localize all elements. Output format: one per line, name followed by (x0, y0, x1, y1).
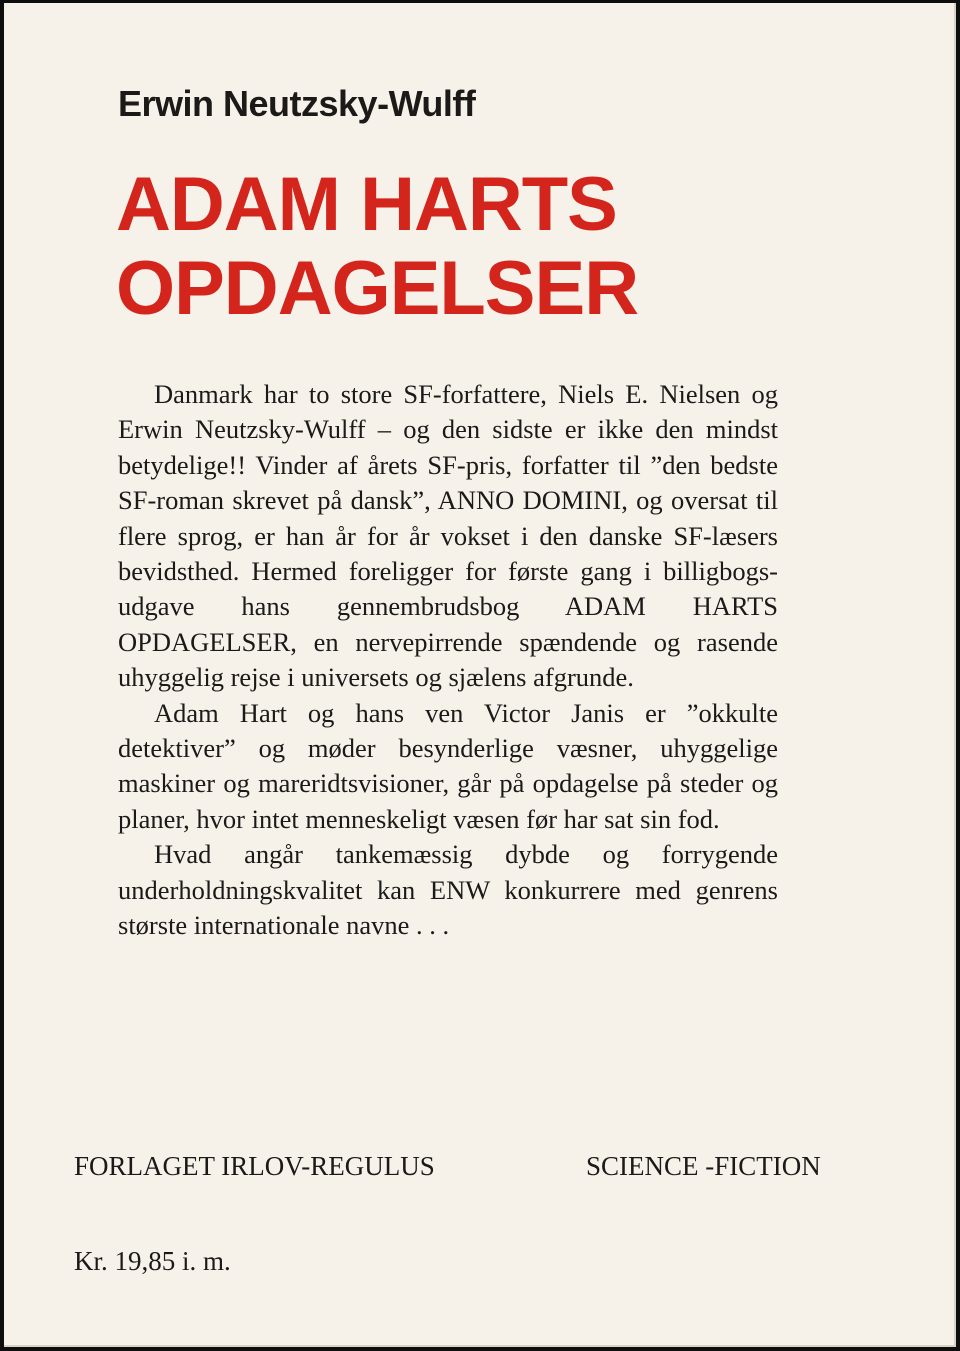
book-title (116, 163, 638, 331)
book-back-cover (4, 3, 956, 1347)
genre-label: SCIENCE -FICTION (586, 1151, 821, 1181)
publisher-name: FORLAGET IRLOV-REGULUS (74, 1151, 435, 1181)
blurb-paragraph-1: Danmark har to store SF-forfattere, Niels E. Nielsen og Erwin Neutzsky-Wulff – og den sidste er ikke den mindst betydelige!! Vinder af årets SF-pris, forfatter til ”den bedste SF-roman skrevet på dansk”, ANNO DOMINI, og oversat til flere sprog, er han år for år vokset i den danske SF-læsers bevidsthed. Hermed foreligger for første gang i billigbogs-udgave hans gennembrudsbog ADAM HARTS OPDAGELSER, en nervepirrende spændende og rasende uhyggelig rejse i universets og sjælens afgrunde. (118, 379, 778, 693)
blurb-paragraph-2: Adam Hart og hans ven Victor Janis er ”okkulte detektiver” og møder besynderlige væsner, uhyggelige maskiner og mareridtsvisioner, går på opdagelse på steder og planer, hvor intet menneskeligt væsen før har sat sin fod. (118, 697, 778, 834)
author-name: Erwin Neutzsky-Wulff (118, 83, 476, 124)
blurb-paragraph-3: Hvad angår tankemæssig dybde og forrygende underholdningskvalitet kan ENW konkurrere med genrens største internationale navne . . . (118, 839, 778, 941)
blurb-text (118, 377, 778, 944)
book-title-line-2: OPDAGELSER (116, 246, 639, 331)
price-label: Kr. 19,85 i. m. (74, 1246, 231, 1276)
book-title-line-1: ADAM HARTS (116, 162, 617, 247)
